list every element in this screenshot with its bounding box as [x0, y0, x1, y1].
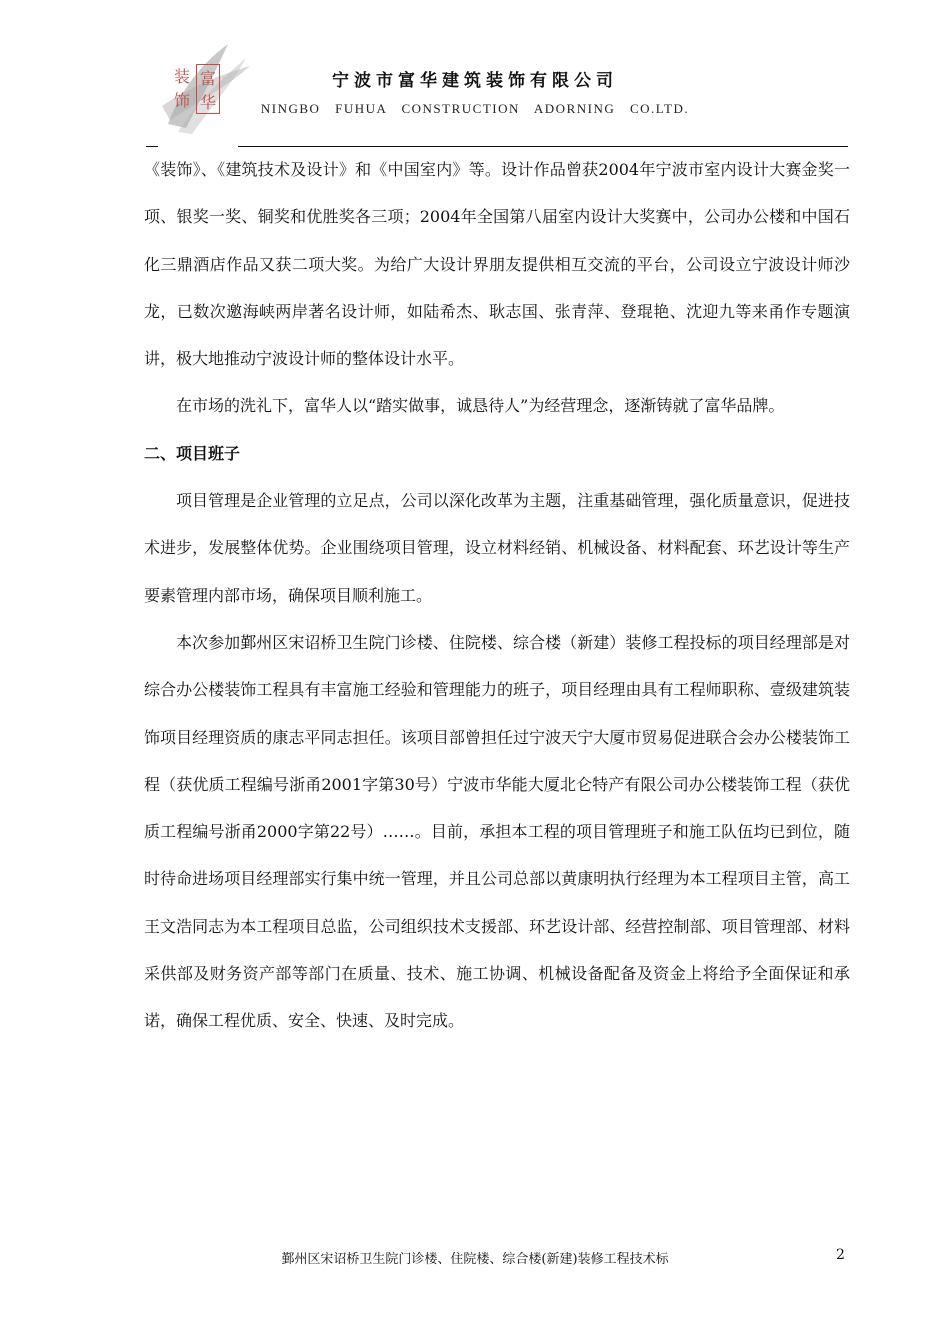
- body-paragraph: 在市场的洗礼下，富华人以“踏实做事，诚恳待人”为经营理念，逐渐铸就了富华品牌。: [176, 396, 785, 416]
- company-name-en: NINGBO FUHUA CONSTRUCTION ADORNING CO.LTD.: [260, 101, 690, 116]
- seal-char: 装: [173, 66, 190, 86]
- body-paragraph: 本次参加鄞州区宋诏桥卫生院门诊楼、住院楼、综合楼（新建）装修工程投标的项目经理部是对综合办公楼装饰工程具有丰富施工经验和管理能力的班子，项目经理由具有工程师职称、壹级建筑装饰项目经理资质的康志平同志担任。该项目部曾担任过宁波天宁大厦市贸易促进联合会办公楼装饰工程（获优质工程编号浙甬2001字第30号）宁波市华能大厦北仑特产有限公司办公楼装饰工程（获优质工程编号浙甬2000字第22号）……。目前，承担本工程的项目管理班子和施工队伍均已到位，随时待命进场项目经理部实行集中统一管理，并且公司总部以黄康明执行经理为本工程项目主管，高工王文浩同志为本工程项目总监，公司组织技术支援部、环艺设计部、经营控制部、项目管理部、材料采供部及财务资产部等部门在质量、技术、施工协调、机械设备配备及资金上将给予全面保证和承诺，确保工程优质、安全、快速、及时完成。: [144, 632, 850, 1031]
- company-name-cn: 宁波市富华建筑装饰有限公司: [332, 71, 618, 91]
- seal-char: 饰: [173, 90, 190, 110]
- footer-document-title: 鄞州区宋诏桥卫生院门诊楼、住院楼、综合楼(新建)装修工程技术标: [281, 1252, 669, 1267]
- document-body: [144, 146, 850, 1045]
- seal-char: 华: [199, 92, 216, 112]
- body-paragraph: 项目管理是企业管理的立足点，公司以深化改革为主题，注重基础管理，强化质量意识，促进技术进步，发展整体优势。企业围绕项目管理，设立材料经销、机械设备、材料配套、环艺设计等生产要素管理内部市场，确保项目顺利施工。: [144, 491, 850, 605]
- section-heading: 二、项目班子: [144, 443, 241, 463]
- body-paragraph: 《装饰》、《建筑技术及设计》和《中国室内》等。设计作品曾获2004年宁波市室内设计大赛金奖一项、银奖一奖、铜奖和优胜奖各三项；2004年全国第八届室内设计大奖赛中，公司办公楼和中国石化三鼎酒店作品又获二项大奖。为给广大设计界朋友提供相互交流的平台，公司设立宁波设计师沙龙，已数次邀海峡两岸著名设计师，如陆希杰、耿志国、张青萍、登琨艳、沈迎九等来甬作专题演讲，极大地推动宁波设计师的整体设计水平。: [144, 160, 850, 369]
- page-number: 2: [836, 1247, 845, 1263]
- seal-char: 富: [199, 68, 216, 88]
